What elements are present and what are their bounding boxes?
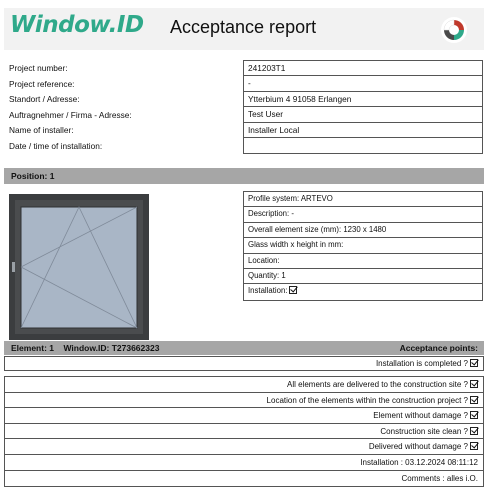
checkbox-icon [289,286,297,294]
report-header [4,8,484,50]
page-title: Acceptance report [170,17,317,37]
element-id [11,341,159,355]
position-bar: Position: 1 [4,168,484,184]
spec-installation [244,284,482,299]
element-bar [4,341,484,355]
value-installer: Installer Local [244,123,482,138]
acceptance-clean-row [5,424,483,440]
checkbox-icon [470,359,478,367]
spec-glass: Glass width x height in mm: [244,238,482,253]
acceptance-no-damage: Element without damage ? [373,411,468,421]
project-labels [9,61,132,155]
value-contractor: Test User [244,107,482,122]
acceptance-delivered-ok: Delivered without damage ? [368,442,468,452]
label-installer: Name of installer: [9,125,74,136]
acceptance-location: Location of the elements within the construction project ? [266,395,468,405]
acceptance-comments: Comments : alles i.O. [401,473,478,483]
window-id-logo: Window.ID [10,12,144,38]
label-project-reference: Project reference: [9,78,75,89]
element-specs [243,191,483,301]
label-install-date: Date / time of installation: [9,140,103,151]
project-values [243,60,483,154]
checkbox-icon [470,427,478,435]
value-address: Ytterbium 4 91058 Erlangen [244,92,482,107]
spec-installation-label: Installation: [248,286,288,296]
acceptance-installation-time: Installation : 03.12.2024 08:11:12 [5,455,483,471]
acceptance-clean: Construction site clean ? [380,426,468,436]
checkbox-icon [470,411,478,419]
acceptance-completed: Installation is completed ? [375,359,468,368]
value-project-reference: - [244,76,482,91]
spec-size: Overall element size (mm): 1230 x 1480 [244,223,482,238]
tilt-turn-window-icon [9,194,149,340]
acceptance-delivered-ok-row [5,439,483,455]
label-project-number: Project number: [9,63,68,73]
label-contractor: Auftragnehmer / Firma - Adresse: [9,109,132,120]
value-project-number: 241203T1 [244,61,482,76]
acceptance-location-row [5,393,483,409]
acceptance-completed-row [4,356,484,371]
checkbox-icon [470,442,478,450]
value-install-date [244,138,482,153]
acceptance-list [4,376,484,487]
spec-profile: Profile system: ARTEVO [244,192,482,207]
spec-location: Location: [244,254,482,269]
element-number: Element: 1 [11,343,54,353]
swirl-logo-icon [441,17,467,43]
acceptance-points-label: Acceptance points: [399,343,478,353]
label-address: Standort / Adresse: [9,94,80,105]
acceptance-no-damage-row [5,408,483,424]
acceptance-delivered: All elements are delivered to the construction site ? [287,380,468,389]
spec-quantity: Quantity: 1 [244,269,482,284]
checkbox-icon [470,396,478,404]
window-id: Window.ID: T273662323 [63,343,160,353]
spec-description: Description: - [244,207,482,222]
acceptance-delivered-row [5,377,483,393]
checkbox-icon [470,380,478,388]
